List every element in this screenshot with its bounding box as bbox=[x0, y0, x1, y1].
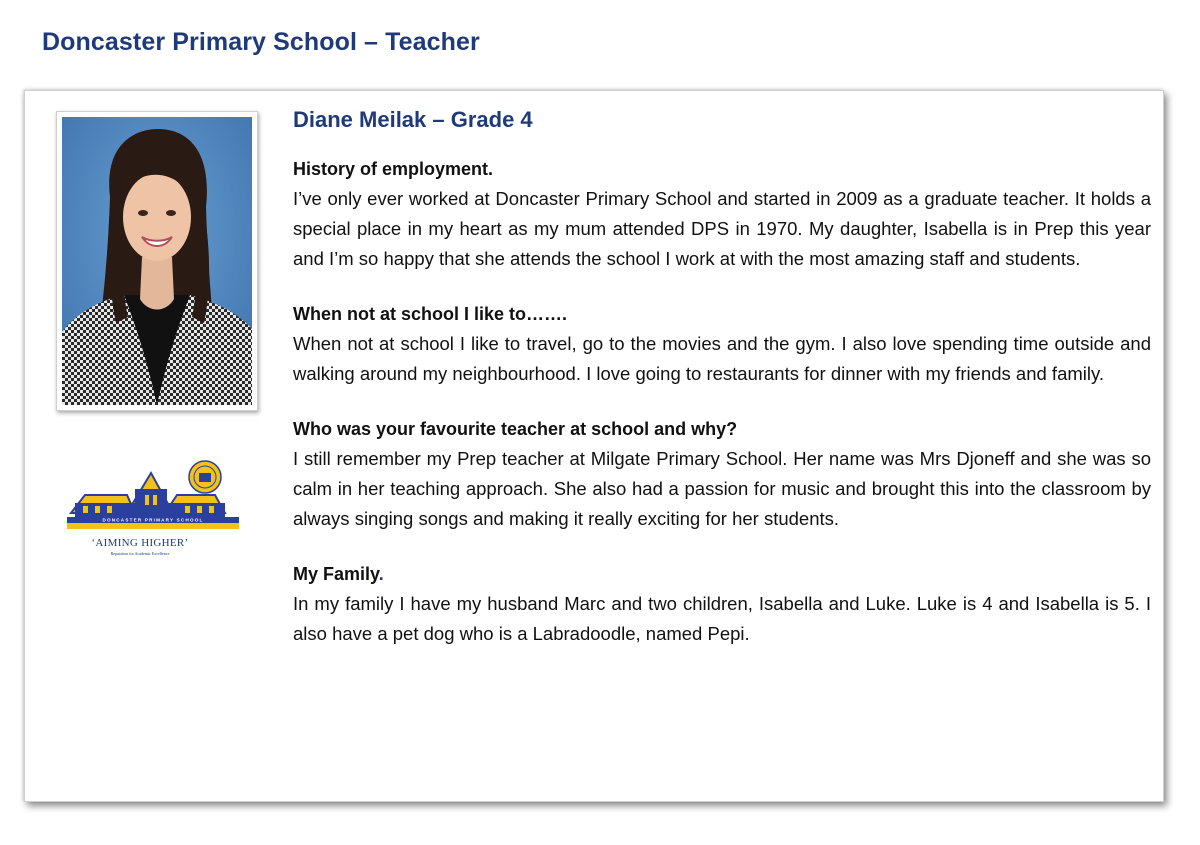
section-heading: History of employment. bbox=[293, 159, 494, 179]
teacher-profile-card bbox=[24, 90, 1164, 802]
section-favourite-teacher bbox=[293, 415, 1151, 534]
section-family bbox=[293, 560, 1151, 649]
teacher-photo bbox=[56, 111, 258, 411]
teacher-portrait-image bbox=[62, 117, 252, 405]
section-body: When not at school I like to travel, go to the movies and the gym. I also love spending time outside and walking around my neighbourhood. I love going to restaurants for dinner with my friends and family. bbox=[293, 333, 1151, 384]
school-logo bbox=[65, 459, 245, 564]
school-building-logo-icon bbox=[65, 459, 245, 539]
section-history bbox=[293, 155, 1151, 274]
section-heading-wrap bbox=[293, 560, 1151, 589]
section-heading: My Family bbox=[293, 564, 379, 584]
section-body: In my family I have my husband Marc and two children, Isabella and Luke. Luke is 4 and Isabella is 5. I also have a pet dog who is a Labradoodle, named Pepi. bbox=[293, 593, 1151, 644]
heading-period: . bbox=[378, 564, 384, 584]
profile-content bbox=[293, 105, 1151, 675]
teacher-name: Diane Meilak – Grade 4 bbox=[293, 107, 533, 132]
section-hobbies bbox=[293, 300, 1151, 389]
section-body: I’ve only ever worked at Doncaster Primary School and started in 2009 as a graduate teacher. It holds a special place in my heart as my mum attended DPS in 1970. My daughter, Isabella is in Prep this year and I’m so happy that she attends the school I work at with the most amazing staff and students. bbox=[293, 188, 1151, 269]
logo-tagline: Reputation for Academic Excellence bbox=[110, 551, 170, 556]
page-title: Doncaster Primary School – Teacher bbox=[42, 28, 480, 56]
logo-motto: ‘AIMING HIGHER’ bbox=[91, 537, 189, 549]
section-heading: When not at school I like to……. bbox=[293, 304, 568, 324]
section-heading: Who was your favourite teacher at school and why? bbox=[293, 419, 738, 439]
section-body: I still remember my Prep teacher at Milgate Primary School. Her name was Mrs Djoneff and she was so calm in her teaching approach. She also had a passion for music and brought this into the classroom by always singing songs and making it really exciting for her students. bbox=[293, 448, 1151, 529]
logo-school-text: DONCASTER PRIMARY SCHOOL bbox=[102, 517, 204, 523]
